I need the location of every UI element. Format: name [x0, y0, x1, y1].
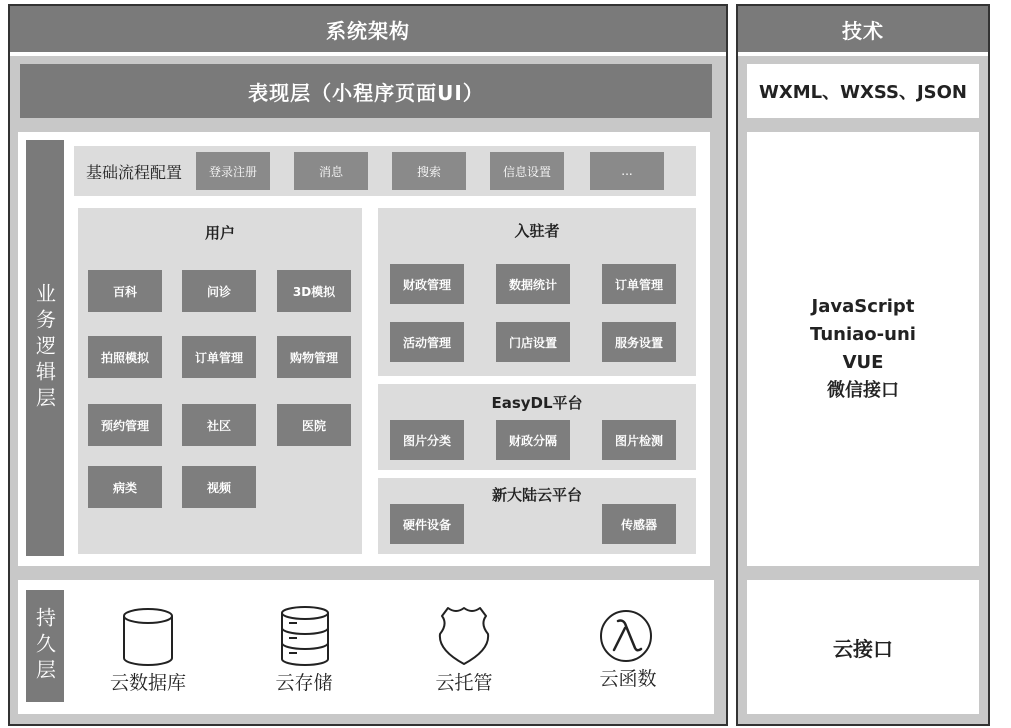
user-panel-title: 用户 [204, 223, 235, 242]
easydl-item-image-classification[interactable]: 图片分类 [390, 420, 464, 460]
base-config-login[interactable]: 登录注册 [196, 152, 270, 190]
cloud-hosting-label: 云托管 [435, 671, 493, 694]
business-tech: JavaScript Tuniao-uni VUE 微信接口 [747, 132, 979, 566]
lambda-icon [598, 608, 654, 664]
easydl-panel-title: EasyDL平台 [491, 393, 583, 412]
user-item-encyclopedia[interactable]: 百科 [88, 270, 162, 312]
cloud-storage-label: 云存储 [275, 671, 333, 694]
user-item-order-management[interactable]: 订单管理 [182, 336, 256, 378]
base-config-message[interactable]: 消息 [294, 152, 368, 190]
merchant-item-finance[interactable]: 财政管理 [390, 264, 464, 304]
cloud-database-label: 云数据库 [109, 671, 186, 694]
user-item-appointment[interactable]: 预约管理 [88, 404, 162, 446]
cloud-function-label: 云函数 [599, 667, 657, 690]
merchant-item-orders[interactable]: 订单管理 [602, 264, 676, 304]
merchant-item-store-settings[interactable]: 门店设置 [496, 322, 570, 362]
base-config-label: 基础流程配置 [85, 162, 182, 182]
database-icon [120, 606, 176, 668]
base-config-more[interactable]: ... [590, 152, 664, 190]
user-item-disease-types[interactable]: 病类 [88, 466, 162, 508]
user-item-hospital[interactable]: 医院 [277, 404, 351, 446]
architecture-header: 系统架构 [10, 6, 726, 52]
presentation-layer-label: 表现层（小程序页面UI） [20, 64, 712, 118]
newland-panel-title: 新大陆云平台 [491, 485, 582, 504]
merchant-item-statistics[interactable]: 数据统计 [496, 264, 570, 304]
persistence-layer-label [26, 590, 64, 702]
easydl-item-segmentation[interactable]: 财政分隔 [496, 420, 570, 460]
user-item-photo-simulation[interactable]: 拍照模拟 [88, 336, 162, 378]
presentation-tech: WXML、WXSS、JSON [747, 64, 979, 118]
persistence-layer-label-text: 持久层 [32, 607, 57, 685]
business-layer-label [26, 140, 64, 556]
user-item-community[interactable]: 社区 [182, 404, 256, 446]
user-item-shopping-management[interactable]: 购物管理 [277, 336, 351, 378]
persistence-tech: 云接口 [747, 580, 979, 714]
newland-item-hardware[interactable]: 硬件设备 [390, 504, 464, 544]
storage-icon [278, 604, 332, 668]
user-item-consultation[interactable]: 问诊 [182, 270, 256, 312]
newland-item-sensor[interactable]: 传感器 [602, 504, 676, 544]
merchant-item-service-settings[interactable]: 服务设置 [602, 322, 676, 362]
user-item-3d-simulation[interactable]: 3D模拟 [277, 270, 351, 312]
base-config-search[interactable]: 搜索 [392, 152, 466, 190]
business-layer-label-text: 业务逻辑层 [32, 283, 57, 413]
merchant-panel-title: 入驻者 [514, 221, 560, 240]
base-config-info-settings[interactable]: 信息设置 [490, 152, 564, 190]
easydl-item-image-detection[interactable]: 图片检测 [602, 420, 676, 460]
shield-icon [434, 604, 494, 668]
user-item-video[interactable]: 视频 [182, 466, 256, 508]
technology-header: 技术 [738, 6, 988, 52]
merchant-item-activities[interactable]: 活动管理 [390, 322, 464, 362]
